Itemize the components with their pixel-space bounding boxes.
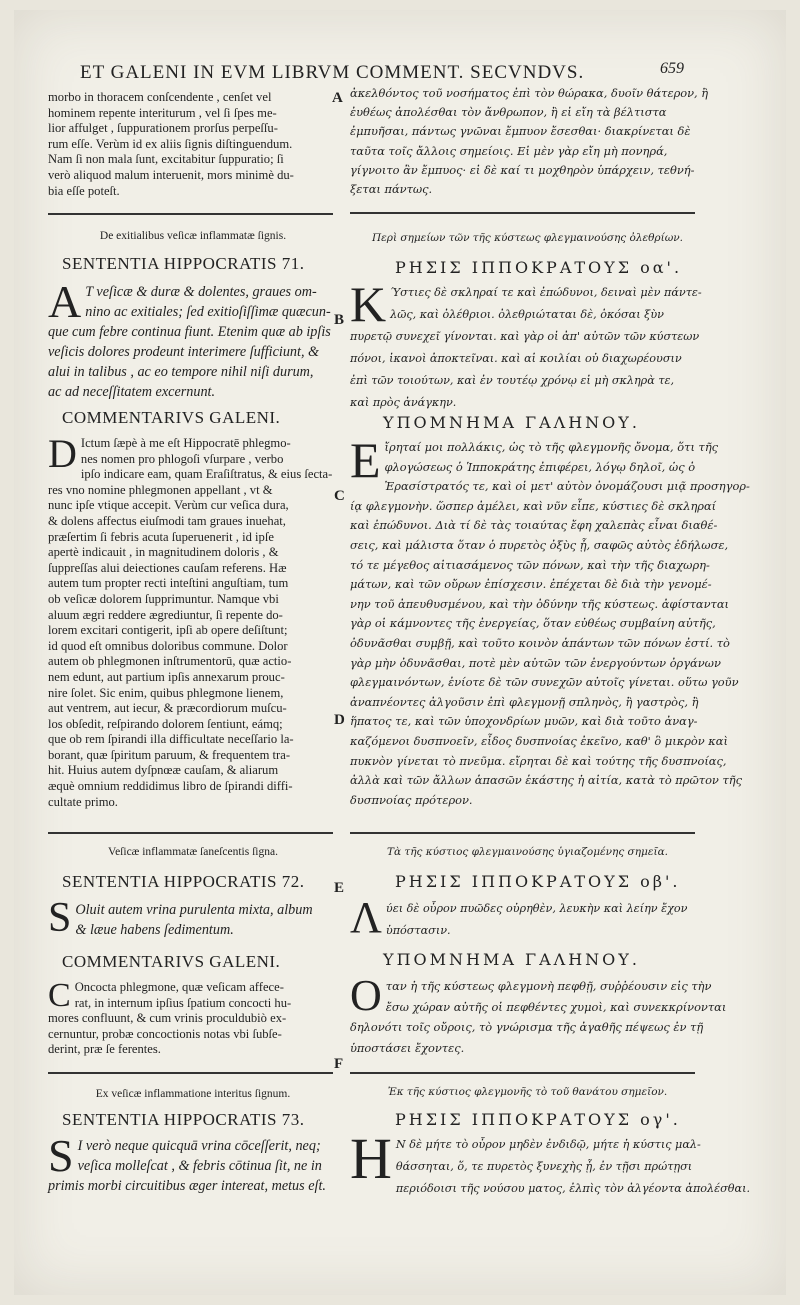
greek-top-paragraph — [350, 84, 709, 199]
greek-s72-commentary-title: ΥΠΟΜΝΗΜΑ ΓΑΛΗΝΟΥ. — [383, 950, 640, 969]
text-line: lior affulget , ſuppurationem prorſus perpeſſu- — [48, 121, 278, 136]
latin-s73-aphorism — [48, 1130, 338, 1196]
greek-s71-title: ΡΗΣΙΣ ΙΠΠΟΚΡΑΤΟΥΣ οα'. — [395, 258, 683, 277]
text-line: μάτων, καὶ τῶν οὔρων ἐπίσχεσιν. ἐπέχεται δὲ διὰ τὴν γενομέ- — [350, 577, 712, 592]
text-line: ἔσω χώραν αὐτῆς οἱ πεφθέντες χυμοὶ, καὶ συνεκκρίνονται — [385, 999, 727, 1014]
text-line: nes nomen pro phlogoſi vſurpare , verbo — [80, 451, 284, 466]
text-line: & læue habens ſedimentum. — [75, 922, 234, 938]
section-divider — [48, 213, 333, 215]
latin-top-paragraph — [48, 90, 338, 199]
text-line: hit. Huius autem dyſpnœæ cauſam, & aliarum — [48, 763, 279, 778]
drop-cap: S — [48, 895, 72, 941]
latin-s72-commentary-title: COMMENTARIVS GALENI. — [62, 952, 281, 971]
section-divider — [350, 832, 695, 834]
text-line: cernuntur, probæ concoctionis notas vbi ſubſe- — [48, 1026, 282, 1041]
latin-s71-title: SENTENTIA HIPPOCRATIS 71. — [62, 254, 305, 273]
text-line: aut ventrem, aut iecur, & præcordiorum muſcu- — [48, 701, 287, 716]
text-line: ταν ἡ τῆς κύστεως φλεγμονὴ πεφθῇ, συῤῥέουσιν εἰς τὴν — [385, 979, 712, 993]
text-line: Ἐρασίστρατός τε, καὶ οἱ μετ' αὐτὸν ὀνομάζουσι μιᾷ προσηγορ- — [384, 479, 750, 494]
text-line: autem ob phlegmonen inſtrumentorū, quæ actio- — [48, 654, 292, 669]
margin-letter-d: D — [334, 712, 345, 728]
text-line: ἐυθέως ἀπολέσθαι τὸν ἄνθρωπον, ἢ εἰ εἴη τὰ βέλτιστα — [350, 105, 667, 120]
text-line: apertè indicauit , in magnitudinem doloris , & — [48, 545, 279, 560]
text-line: derint, præ ſe ferentes. — [48, 1042, 161, 1057]
text-line: γίγνοιτο ἂν ἔμπυος· εἰ δὲ καί τι μοχθηρὸν ὑπάρχειν, τεθνή- — [350, 162, 695, 177]
greek-s71-aphorism — [350, 276, 705, 414]
drop-cap: Η — [350, 1126, 392, 1191]
margin-letter-f: F — [334, 1056, 344, 1072]
text-line: rat, in internum ipſius ſpatium concocti hu- — [74, 995, 292, 1010]
greek-s71-subtitle: Περὶ σημείων τῶν τῆς κύστεως φλεγμαινούσης ὀλεθρίων. — [371, 232, 684, 244]
text-line: borant, quæ ſpiritum paruum, & frequentem tra- — [48, 747, 291, 762]
text-line: præſertim ſi febris acuta ſuperuenerit , id ipſe — [48, 529, 274, 544]
text-line: ἥπατος τε, καὶ τῶν ὑποχονδρίων μυῶν, καὶ διὰ τοῦτο ἀναγ- — [350, 714, 698, 729]
section-divider — [350, 1072, 695, 1074]
text-line: ob veſicæ dolorem ſupprimuntur. Namque vbi — [48, 591, 279, 606]
text-line: que ob rem ſpirandi illa difficultate neceſſario la- — [48, 732, 294, 747]
text-line: morbo in thoracem conſcendente , cenſet vel — [48, 90, 272, 104]
text-line: primis morbi circuitibus æger intereat, metus eſt. — [48, 1178, 326, 1194]
text-line: ταῦτα τοῖς ἄλλοις σημείοις. Εἰ μὲν γὰρ εἴη μὴ πονηρά, — [350, 143, 668, 158]
text-line: rum eſſe. Verùm id ex aliis ſignis diſtinguendum. — [48, 136, 293, 151]
text-line: ἀναπνέοντες ἀλγοῦσιν ἐπὶ φλεγμονῇ σπληνὸς, ἢ γαστρὸς, ἢ — [350, 694, 699, 709]
text-line: γὰρ μὴν ὀδυνᾶσθαι, ποτὲ μὲν αὐτῶν τῶν ἐνεργούντων ὀργάνων — [350, 655, 721, 670]
text-line: los obſedit, reſpirando dolorem ſentiunt, eámq; — [48, 716, 283, 731]
text-line: νην τοῦ ἀπευθυσμένου, καὶ τὴν ὀδύνην τῆς κύστεως. ἀφίστανται — [350, 596, 729, 611]
text-line: σεις, καὶ μάλιστα ὅταν ὁ πυρετὸς ὀξὺς ᾖ, σαφῶς αὐτὸς ἐδήλωσε, — [350, 537, 729, 552]
text-line: ἐπὶ τῶν τοιούτων, καὶ ἐν τουτέῳ χρόνῳ εἰ μὴ σκληρὰ τε, — [350, 374, 675, 387]
text-line: nunc ipſe vtique accepit. Verùm cur veſica dura, — [48, 498, 289, 513]
latin-s71-commentary-title: COMMENTARIVS GALENI. — [62, 408, 281, 427]
text-line: nem edunt, aut partium ipſis annexarum prouc- — [48, 669, 285, 684]
text-line: ἀλλὰ καὶ τῶν ἄλλων ἁπασῶν ἑκάστης ἡ αἰτία, κατὰ τὸ πρῶτον τῆς — [350, 773, 742, 788]
greek-s72-commentary — [350, 971, 727, 1058]
text-line: φλεγμαινόντων, ἐνίοτε δὲ τῶν συνεχῶν αὐτοῖς γίνεται. οὕτω γοῦν — [350, 675, 739, 690]
text-line: veſicis dolores prodeunt interimere ſufficiunt, & — [48, 344, 320, 360]
greek-s72-aphorism — [350, 893, 705, 942]
text-line: Oluit autem vrina purulenta mixta, album — [75, 902, 313, 918]
text-line: ipſo indicare eam, quam Eraſiſtratus, & eius ſecta- — [80, 467, 333, 482]
text-line: Nam ſi non mala ſunt, excitabitur ſuppuratio; ſi — [48, 152, 284, 167]
drop-cap: Ο — [350, 971, 382, 1020]
folio-number: 659 — [660, 60, 684, 77]
text-line: δηλονότι τοῖς οὔροις, τὸ γνώρισμα τῆς ἀγαθῆς πέψεως ἐν τῇ — [350, 1020, 704, 1034]
latin-s71-aphorism — [48, 276, 338, 402]
drop-cap: A — [48, 276, 82, 327]
section-divider — [48, 832, 333, 834]
text-line: δυσπνοίας πρότερον. — [350, 792, 473, 807]
drop-cap: Ε — [350, 432, 381, 488]
text-line: καζόμενοι δυσπνοεῖν, εἶδος δυσπνοίας ἐκεῖνο, καθ' ὃ μικρὸν καὶ — [350, 733, 728, 748]
greek-s73-subtitle: Ἐκ τῆς κύστιος φλεγμονῆς τὸ τοῦ θανάτου σημεῖον. — [387, 1086, 668, 1098]
text-line: id quod eſt omnibus doloribus commune. Dolor — [48, 638, 288, 653]
text-line: alui in talibus , ac eo tempore nihil niſi durum, — [48, 364, 314, 380]
text-line: πυρετῷ συνεχεῖ γίνονται. καὶ γὰρ οἱ ἀπ' αὐτῶν τῶν κύστεων — [350, 330, 700, 343]
text-line: πυκνὸν γίνεται τὸ πνεῦμα. εἴρηται δὲ καὶ τούτης τῆς δυσπνοίας, — [350, 753, 727, 768]
text-line: hominem repente interiturum , vel ſi ſpes me- — [48, 105, 277, 120]
drop-cap: D — [48, 431, 77, 476]
text-line: καὶ ἐπώδυνοι. Διὰ τί δὲ τὰς τοιαύτας ἔφη χαλεπὰς εἶναι διαθέ- — [350, 518, 718, 533]
text-line: ίᾳ φλεγμονὴν. ὥσπερ ἀμέλει, καὶ νῦν εἶπε, κύστιες δὲ σκληραί — [350, 498, 717, 513]
greek-s73-aphorism — [350, 1126, 751, 1200]
text-line: Ν δὲ μήτε τὸ οὖρον μηδὲν ἐνδιδῷ, μήτε ἡ κύστις μαλ- — [395, 1138, 701, 1151]
text-line: cultate primo. — [48, 794, 118, 809]
text-line: aluum ægri reddere ægrediuntur, ſi repente do- — [48, 607, 283, 622]
margin-letter-b: B — [334, 312, 345, 328]
latin-s72-title: SENTENTIA HIPPOCRATIS 72. — [62, 872, 305, 891]
text-line: Oncocta phlegmone, quæ veſicam affece- — [74, 980, 284, 994]
section-divider — [350, 212, 695, 214]
text-line: T veſicæ & duræ & dolentes, graues om- — [85, 284, 317, 300]
drop-cap: S — [48, 1130, 74, 1181]
drop-cap: Κ — [350, 276, 387, 332]
text-line: περιόδοισι τῆς νούσου ματος, ἐλπὶς τὸν ἀλγέοντα ἀπολέσθαι. — [395, 1182, 751, 1195]
greek-s71-commentary — [350, 432, 750, 810]
section-divider — [48, 1072, 333, 1074]
text-line: θάσσηται, ὅ, τε πυρετὸς ξυνεχὴς ᾖ, ἐν τῇσι πρώτῃσι — [395, 1160, 693, 1173]
latin-s72-commentary — [48, 977, 338, 1058]
latin-s72-aphorism — [48, 895, 338, 941]
text-line: mores confluunt, & cum vrinis proculdubiò ex- — [48, 1011, 287, 1026]
text-line: ſuppreſſas alui deiectiones cauſam referens. Hæ — [48, 560, 287, 575]
text-line: lorem excitari contigerit, ipſi ab opere deſiſtunt; — [48, 623, 288, 638]
running-title: ET GALENI IN EVM LIBRVM COMMENT. SECVNDVS. — [80, 62, 585, 83]
text-line: æquè omnium reddidimus libro de ſpirandi diffi- — [48, 779, 293, 794]
drop-cap: Λ — [350, 893, 382, 942]
latin-s73-subtitle: Ex veſicæ inflammatione interitus ſignum. — [95, 1088, 291, 1100]
text-line: I verò neque quicquā vrina cōceſſerit, neq; — [77, 1138, 321, 1154]
text-line: nire ſolet. Sic enim, quibus phlegmone lienem, — [48, 685, 284, 700]
greek-s71-commentary-title: ΥΠΟΜΝΗΜΑ ΓΑΛΗΝΟΥ. — [383, 413, 640, 432]
margin-letter-e: E — [334, 880, 345, 896]
text-line: Ύστιες δὲ σκληραί τε καὶ ἐπώδυνοι, δειναὶ μὲν πάντε- — [390, 286, 702, 299]
text-line: τό τε μέγεθος αἰτιασάμενος τῶν πόνων, καὶ τὴν τῆς διαχωρη- — [350, 557, 710, 572]
latin-s71-subtitle: De exitialibus veſicæ inflammatæ ſignis. — [99, 230, 287, 242]
drop-cap: C — [48, 977, 71, 1014]
text-line: ύει δὲ οὖρον πυῶδες οὐρηθὲν, λευκὴν καὶ λείην ἔχον — [385, 902, 688, 915]
margin-letter-a: A — [332, 90, 343, 106]
latin-s72-subtitle: Veſicæ inflammatæ ſaneſcentis ſigna. — [108, 846, 278, 858]
text-line: bia eſſe poteſt. — [48, 183, 120, 198]
latin-s71-commentary — [48, 431, 338, 810]
greek-s73-title: ΡΗΣΙΣ ΙΠΠΟΚΡΑΤΟΥΣ ογ'. — [395, 1110, 681, 1129]
text-line: πόνοι, ἱκανοὶ ἀποκτεῖναι. καὶ αἱ κοιλίαι οὐ διαχωρέουσιν — [350, 352, 682, 365]
text-line: ὑπόστασιν. — [385, 924, 451, 937]
text-line: ὑποστάσει ἔχοντες. — [350, 1040, 465, 1055]
text-line: ἀκελθόντος τοῦ νοσήματος ἐπὶ τὸν θώρακα, δυοῖν θάτερον, ἢ — [350, 86, 709, 100]
text-line: ξεται πάντως. — [350, 182, 433, 197]
text-line: καὶ πρὸς ἀνάγκην. — [350, 396, 457, 409]
text-line: ἴρηταί μοι πολλάκις, ὡς τὸ τῆς φλεγμονῆς ὄνομα, ὅτι τῆς — [384, 440, 719, 454]
text-line: γὰρ οἱ κάμνοντες τῆς ἐνεργείας, ὅταν εὐθέως συμβαίνη αὐτῆς, — [350, 616, 716, 631]
greek-s72-subtitle: Τὰ τῆς κύστιος φλεγμαινούσης ὑγιαζομένης σημεῖα. — [386, 846, 669, 858]
text-line: ac ad neceſſitatem excernunt. — [48, 384, 216, 400]
text-line: res vno nomine phlegmonen appellant , vt & — [48, 482, 273, 497]
greek-s72-title: ΡΗΣΙΣ ΙΠΠΟΚΡΑΤΟΥΣ οβ'. — [395, 872, 681, 891]
text-line: nino ac exitiales; ſed exitioſiſſimæ quæcun- — [85, 304, 331, 320]
text-line: verò aliquod malum interuenit, mors minimè du- — [48, 167, 294, 182]
text-line: autem tum propter recti inteſtini anguſtiam, tum — [48, 576, 289, 591]
text-line: que cum febre continua fiunt. Etenim quæ ab ipſis — [48, 324, 331, 340]
text-line: Ictum ſæpè à me eſt Hippocratē phlegmo- — [80, 436, 291, 450]
text-line: φλογώσεως ὁ Ἱπποκράτης ἐπιφέρει, λόγῳ δηλοῖ, ὡς ὁ — [384, 459, 696, 474]
text-line: ὀδυνᾶσθαι συμβῇ, καὶ τοῦτο κοινὸν ἁπάντων τῶν πόνων ἐστί. τὸ — [350, 635, 730, 650]
text-line: λῶς, καὶ ὀλέθριοι. ὀλεθριώταται δὲ, ὁκόσαι ξὺν — [390, 308, 664, 321]
margin-letter-c: C — [334, 488, 345, 504]
latin-s73-title: SENTENTIA HIPPOCRATIS 73. — [62, 1110, 305, 1129]
text-line: ἐμπυῆσαι, πάντως γνῶναι ἔμπυον ἔσεσθαι· διακρίνεται δὲ — [350, 124, 691, 139]
text-line: veſica molleſcat , & febris cōtinua ſit, ne in — [77, 1158, 322, 1174]
text-line: & dolens affectus eiuſmodi tam graues inuehat, — [48, 513, 286, 528]
